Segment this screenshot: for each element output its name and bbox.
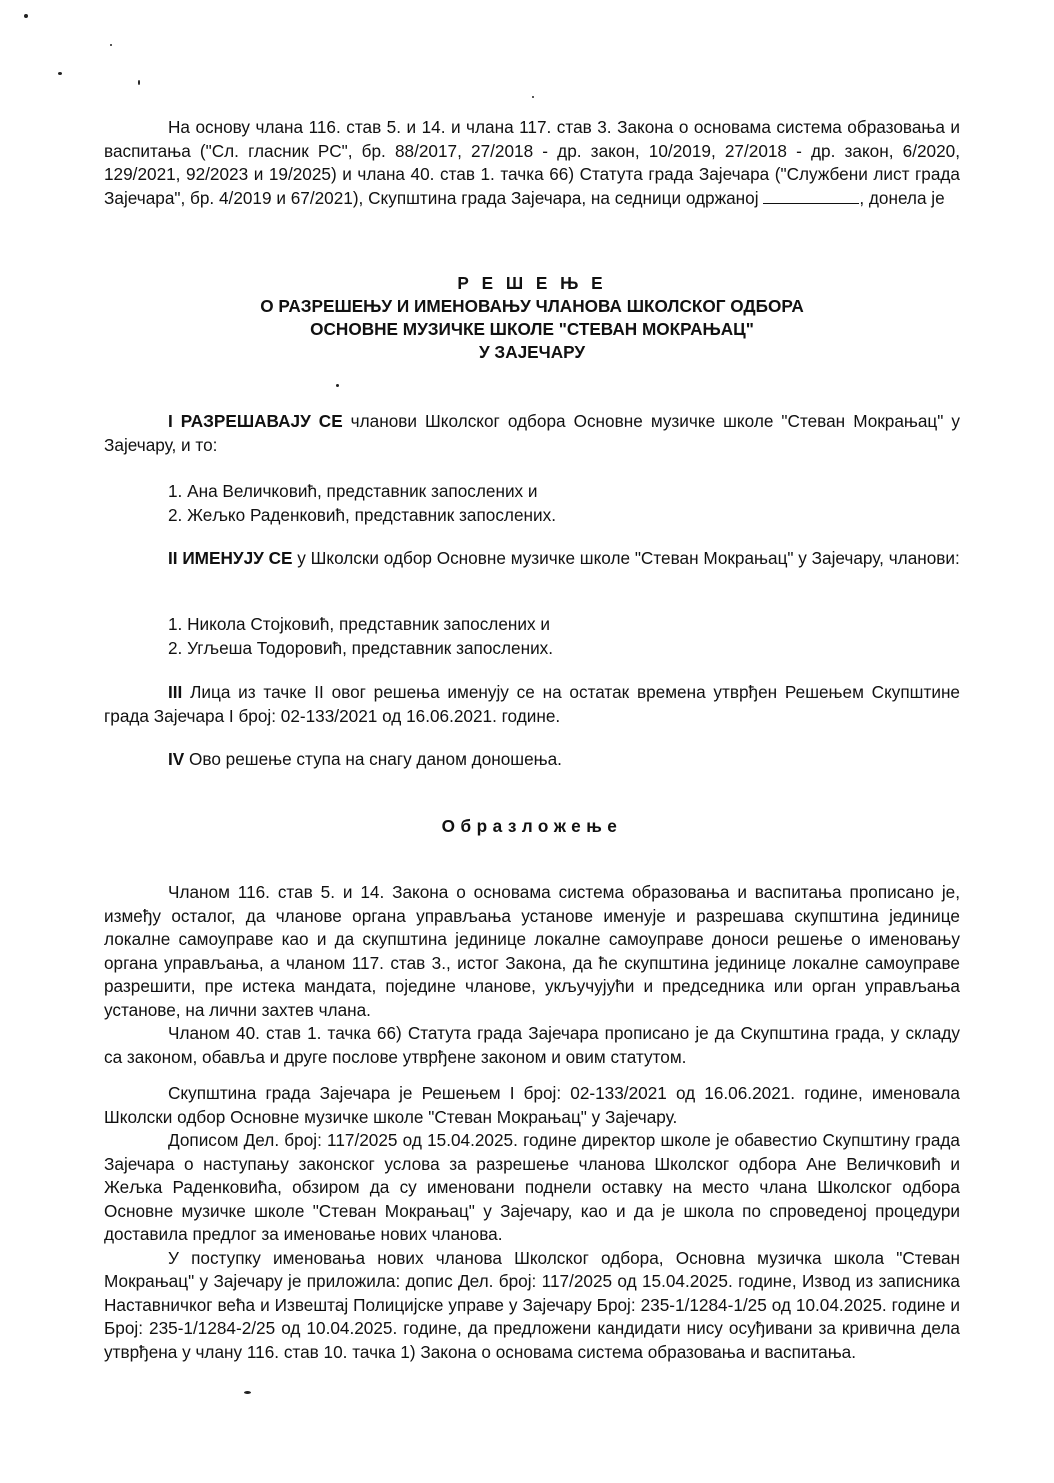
section-2-lead: II ИМЕНУЈУ СЕ [168, 548, 293, 568]
section-1-text: чланови Школског одбора Основне музичке школе "Стеван Мокрањац" у Зајечару, и то: [104, 411, 960, 455]
section-4-text: Ово решење ступа на снагу даном доношења. [184, 749, 562, 769]
section-4 [104, 748, 960, 772]
preamble-text: На основу члана 116. став 5. и 14. и члана 117. став 3. Закона о основама система образовања и васпитања ("Сл. гласник РС", бр. 88/2017, 27/2018 - др. закон, 10/2019, 27/2018 - др. закон, 6/2020, 129/2021, 92/2023 и 19/2025) и члана 40. став 1. тачка 66) Статута града Зајечара ("Службени лист града Зајечара", бр. 4/2019 и 67/2021), Скупштина града Зајечара, на седници одржаној [104, 117, 960, 208]
scan-speck [244, 1391, 251, 1394]
section-3-text: Лица из тачке II овог решења именују се на остатак времена утврђен Решењем Скупштине града Зајечара I број: 02-133/2021 од 16.06.2021. године. [104, 682, 960, 726]
explanation-heading-wrap [104, 816, 960, 837]
title-line-2: О РАЗРЕШЕЊУ И ИМЕНОВАЊУ ЧЛАНОВА ШКОЛСКОГ ОДБОРА [260, 296, 804, 316]
title-line-3: ОСНОВНЕ МУЗИЧКЕ ШКОЛЕ "СТЕВАН МОКРАЊАЦ" [310, 319, 754, 339]
list-item: 1. Ана Величковић, представник запослених и [168, 481, 538, 501]
scan-speck [110, 44, 112, 46]
list-item: 2. Жељко Раденковић, представник запослених. [168, 504, 556, 525]
list-item: 1. Никола Стојковић, представник запослених и [168, 614, 550, 634]
date-blank-line [763, 189, 859, 204]
scan-speck [532, 96, 534, 98]
explanation-paragraph: Чланом 40. став 1. тачка 66) Статута града Зајечара прописано је да Скупштина града, у складу са законом, обавља и друге послове утврђене законом и овим статутом. [104, 1023, 960, 1067]
scan-speck [24, 14, 28, 18]
title-line-1: Р Е Ш Е Њ Е [457, 273, 607, 293]
section-3 [104, 681, 960, 728]
section-3-lead: III [168, 682, 183, 702]
preamble-text-end: , донела је [859, 187, 945, 208]
scan-speck [58, 72, 62, 75]
decision-title [104, 272, 960, 364]
scan-speck [336, 384, 339, 387]
section-1-lead: I РАЗРЕШАВАЈУ СЕ [168, 411, 343, 431]
section-2 [104, 547, 960, 571]
section-1 [104, 410, 960, 457]
preamble [104, 116, 960, 210]
explanation-paragraph: Дописом Дел. број: 117/2025 од 15.04.2025. године директор школе је обавестио Скупштину града Зајечара о наступању законског услова за разрешење чланова Школског одбора Ане Величковић и Жељка Раденковића, обзиром да су именовани поднели оставку на место члана Школског одбора Основне музичке школе "Стеван Мокрањац" у Зајечару, као и да је школа по спроведеној процедури доставила предлог за именовање нових чланова. [104, 1130, 960, 1244]
scan-speck [138, 80, 140, 85]
section-2-text: у Школски одбор Основне музичке школе "Стеван Мокрањац" у Зајечару, чланови: [292, 548, 960, 568]
explanation-body [104, 881, 960, 1069]
explanation-body-2 [104, 1082, 960, 1364]
explanation-paragraph: Скупштина града Зајечара је Решењем I број: 02-133/2021 од 16.06.2021. године, именовала Школски одбор Основне музичке школе "Стеван Мокрањац" у Зајечару. [104, 1083, 960, 1127]
section-2-list [104, 613, 960, 660]
section-1-list [104, 480, 960, 527]
explanation-heading: Образложење [441, 816, 623, 836]
explanation-paragraph: У поступку именовања нових чланова Школског одбора, Основна музичка школа "Стеван Мокрањац" у Зајечару је приложила: допис Дел. број: 117/2025 од 15.04.2025. године, Извод из записника Наставничког већа и Извештај Полицијске управе у Зајечару Број: 235-1/1284-1/25 од 10.04.2025. године и Број: 235-1/1284-2/25 од 10.04.2025. године, да предложени кандидати нису осуђивани за кривична дела утврђена у члану 116. став 10. тачка 1) Закона о основама система образовања и васпитања. [104, 1247, 960, 1362]
title-line-4: У ЗАЈЕЧАРУ [478, 342, 586, 362]
explanation-paragraph: Чланом 116. став 5. и 14. Закона о основама система образовања и васпитања прописано је, између осталог, да чланове органа управљања установе именује и разрешава скупштина јединице локалне самоуправе као и да скупштина јединице локалне самоуправе доноси решење о именовању органа управљања, а чланом 117. став 3., истог Закона, да ће скупштина јединице локалне самоуправе разрешити, пре истека мандата, поједине чланове, укључујући и председника или орган управљања установе, на лични захтев члана. [104, 882, 960, 1020]
list-item: 2. Угљеша Тодоровић, представник запослених. [168, 637, 554, 658]
section-4-lead: IV [168, 749, 185, 769]
